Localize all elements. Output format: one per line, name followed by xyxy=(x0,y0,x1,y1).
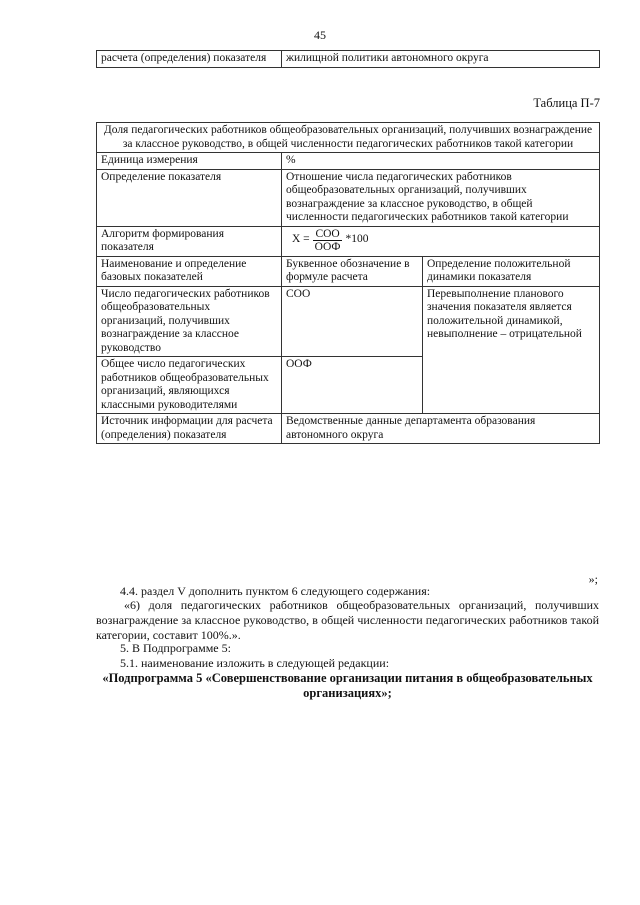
table-cell: Отношение числа педагогических работников общеобразовательных организаций, получивших вознаграждение за классное руководство, в общей численности педагогических работников такой категории xyxy=(282,169,600,226)
table-row xyxy=(97,169,600,226)
formula xyxy=(292,228,595,253)
table-title: Доля педагогических работников общеобразовательных организаций, получивших вознаграждение за классное руководство, в общей численности педагогических работников такой категории xyxy=(97,123,600,153)
table-row xyxy=(97,153,600,170)
table-label: Таблица П-7 xyxy=(533,96,600,110)
paragraph: 5. В Подпрограмме 5: xyxy=(120,641,231,655)
formula-numerator: СОО xyxy=(315,227,340,240)
table-cell: жилищной политики автономного округа xyxy=(282,51,600,68)
formula-denominator: ООФ xyxy=(314,240,341,253)
table-cell: Общее число педагогических работников общеобразовательных организаций, являющихся классными руководителями xyxy=(97,357,282,414)
table-cell: Число педагогических работников общеобразовательных организаций, получивших вознаграждение за классное руководство xyxy=(97,286,282,357)
table-row xyxy=(97,51,600,68)
table-cell: Источник информации для расчета (определения) показателя xyxy=(97,414,282,444)
table-row xyxy=(97,256,600,286)
table-cell: Определение показателя xyxy=(97,169,282,226)
closing-quote: »; xyxy=(588,572,598,586)
table-row xyxy=(97,123,600,153)
table-row xyxy=(97,414,600,444)
table-cell: СОО xyxy=(282,286,423,357)
table-cell: Буквенное обозначение в формуле расчета xyxy=(282,256,423,286)
paragraph: 4.4. раздел V дополнить пунктом 6 следующего содержания: xyxy=(120,584,431,598)
table-cell: ООФ xyxy=(282,357,423,414)
table-cell: % xyxy=(282,153,600,170)
formula-lhs: X = xyxy=(292,233,310,246)
subprogram-heading: «Подпрограмма 5 «Совершенствование организации питания в общеобразовательных организациях»; xyxy=(102,671,593,700)
table-cell: Определение положительной динамики показателя xyxy=(423,256,600,286)
formula-cell xyxy=(282,226,600,256)
continuation-table xyxy=(96,50,600,68)
table-cell: Ведомственные данные департамента образования автономного округа xyxy=(282,414,600,444)
paragraph: 5.1. наименование изложить в следующей редакции: xyxy=(120,656,390,670)
table-cell: Наименование и определение базовых показателей xyxy=(97,256,282,286)
paragraph: «6) доля педагогических работников общеобразовательных организаций, получивших вознаграждение за классное руководство, в общей численности педагогических работников такой категории, составит 100%.». xyxy=(96,598,599,642)
formula-multiplier: *100 xyxy=(345,233,369,246)
table-cell: расчета (определения) показателя xyxy=(97,51,282,68)
indicator-table xyxy=(96,122,600,444)
table-row xyxy=(97,286,600,357)
table-cell: Перевыполнение планового значения показателя является положительной динамикой, невыполнение – отрицательной xyxy=(423,286,600,414)
formula-fraction xyxy=(313,228,343,253)
table-cell: Алгоритм формирования показателя xyxy=(97,226,282,256)
table-row xyxy=(97,226,600,256)
page-number: 45 xyxy=(314,28,326,42)
table-cell: Единица измерения xyxy=(97,153,282,170)
